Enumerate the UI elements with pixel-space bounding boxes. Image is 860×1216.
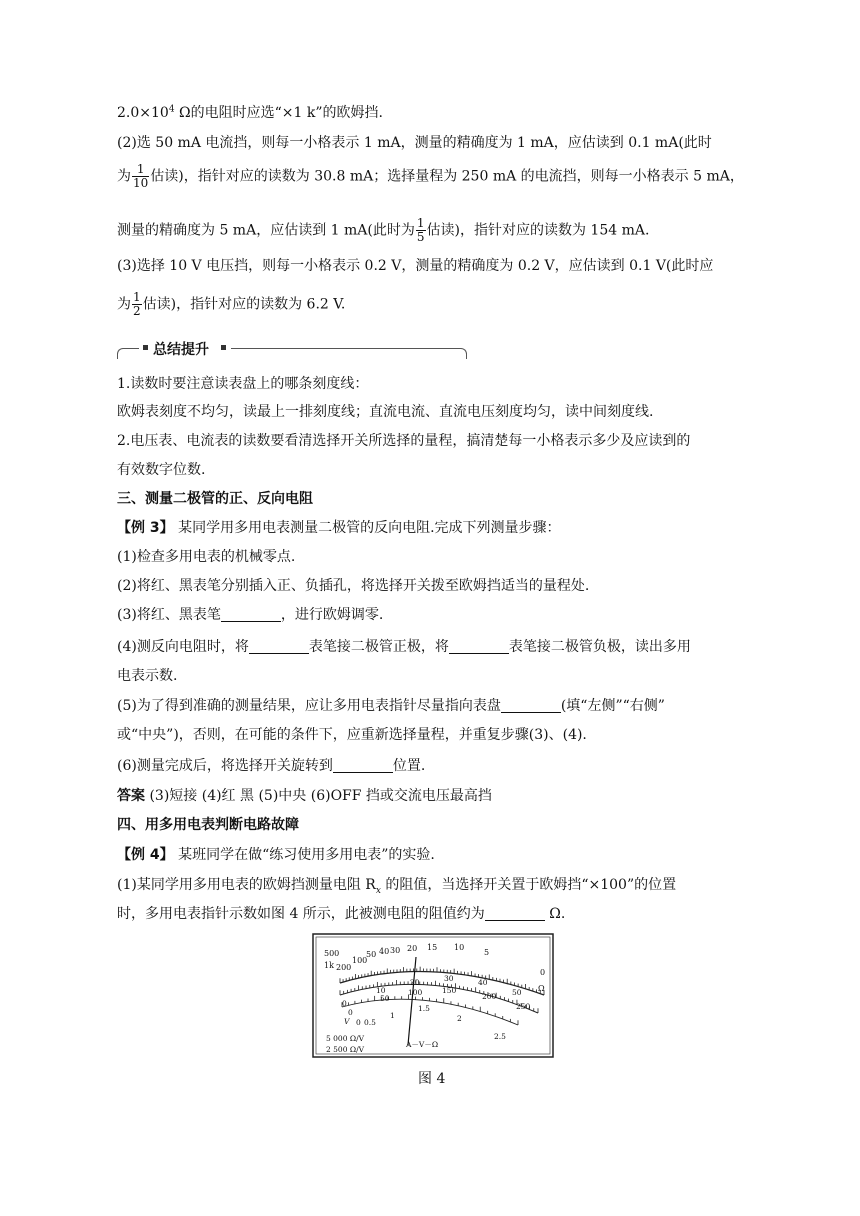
section-heading: 三、测量二极管的正、反向电阻: [117, 491, 313, 507]
text-line: 有效数字位数.: [117, 462, 206, 478]
spec-text: 5 000 Ω/V: [326, 1034, 365, 1043]
text-line: (2)选 50 mA 电流挡，则每一小格表示 1 mA，测量的精确度为 1 mA，应估读到 0.1 mA(此时: [117, 135, 712, 151]
ohm-label: 1k: [324, 961, 334, 970]
text-line: (1)某同学用多用电表的欧姆挡测量电阻 $R_x$ 的阻值，当选择开关置于欧姆挡“×100”的位置: [117, 877, 677, 896]
answer-blank[interactable]: [449, 639, 509, 654]
text-line: (2)将红、黑表笔分别插入正、负插孔，将选择开关拨至欧姆挡适当的量程处.: [117, 578, 590, 594]
ohm-label: 30: [390, 946, 401, 955]
text-line: 【例 3】 某同学用多用电表测量二极管的反向电阻.完成下列测量步骤：: [117, 520, 561, 536]
answer-label: 答案: [117, 788, 145, 804]
dc-label: 0: [348, 1008, 353, 1017]
ohm-label: 15: [427, 943, 438, 952]
answer-blank[interactable]: [221, 607, 281, 622]
ac-label: 2: [457, 1014, 462, 1023]
model-text: A－V－Ω: [406, 1040, 439, 1049]
text-line: 电表示数.: [117, 668, 178, 684]
text-line: (1)检查多用电表的机械零点.: [117, 549, 296, 565]
dc-label: 20: [410, 978, 420, 987]
ohm-label: 20: [407, 944, 418, 953]
text-line: (4)测反向电阻时，将 表笔接二极管正极，将 表笔接二极管负极，读出多用: [117, 639, 691, 655]
text-line: 1.读数时要注意读表盘上的哪条刻度线：: [117, 376, 369, 392]
spec-text: 2 500 Ω/V: [326, 1045, 365, 1054]
text-line: 为 $\frac{1}{2}$ 估读)，指针对应的读数为 6.2 V.: [117, 290, 346, 318]
text-line: 时，多用电表指针示数如图 4 所示，此被测电阻的阻值约为 Ω.: [117, 906, 566, 922]
ohm-label: 50: [366, 950, 377, 959]
ac-label: 0: [356, 1018, 361, 1027]
answer-line: 答案 (3)短接 (4)红 黑 (5)中央 (6)OFF 挡或交流电压最高挡: [117, 788, 492, 804]
ohm-label: 100: [352, 956, 368, 965]
dc-label: 40: [478, 978, 488, 987]
dc-label: 50: [380, 994, 390, 1003]
fraction: $\frac{1}{10}$: [133, 162, 149, 190]
answer-blank[interactable]: [249, 639, 309, 654]
ohm-label: 0: [540, 968, 546, 977]
ohm-unit: Ω: [538, 984, 545, 993]
text-line: 为 $\frac{1}{10}$ 估读)，指针对应的读数为 30.8 mA；选择量程为 250 mA 的电流挡，则每一小格表示 5 mA，: [117, 162, 744, 190]
text-line: (3)将红、黑表笔 ，进行欧姆调零.: [117, 607, 384, 623]
section-heading: 四、用多用电表判断电路故障: [117, 817, 299, 833]
text-line: 2.电压表、电流表的读数要看清选择开关所选择的量程，搞清楚每一小格表示多少及应读到的: [117, 433, 691, 449]
text-line: 欧姆表刻度不均匀，读最上一排刻度线；直流电流、直流电压刻度均匀，读中间刻度线.: [117, 404, 654, 420]
fraction: $\frac{1}{2}$: [133, 290, 141, 318]
summary-box-header: [117, 341, 467, 361]
dc-label: 10: [376, 986, 386, 995]
figure-caption: 图 4: [418, 1071, 446, 1087]
ac-label: 1: [390, 1011, 395, 1020]
dc-label: 150: [442, 986, 457, 995]
text-line: (3)选择 10 V 电压挡，则每一小格表示 0.2 V，测量的精确度为 0.2 V，应估读到 0.1 V(此时应: [117, 258, 714, 274]
dc-label: 200: [482, 992, 497, 1001]
text-line: 测量的精确度为 5 mA，应估读到 1 mA(此时为 $\frac{1}{5}$ 估读)，指针对应的读数为 154 mA.: [117, 216, 650, 244]
ac-label: 0.5: [364, 1018, 376, 1027]
text-line: $2.0\times 10^4$ Ω的电阻时应选“×1 k”的欧姆挡.: [117, 104, 383, 121]
example-tag: 【例 3】: [117, 520, 174, 536]
multimeter-dial-figure: [312, 933, 554, 1058]
summary-title: 总结提升: [153, 342, 209, 358]
answer-blank[interactable]: [485, 906, 545, 921]
ohm-label: 5: [484, 948, 490, 957]
dc-label: 100: [408, 988, 423, 997]
dc-label: 250: [516, 1002, 531, 1011]
dc-label: 0: [342, 999, 347, 1008]
dc-label: 30: [444, 974, 454, 983]
answer-blank[interactable]: [501, 698, 561, 713]
v-unit: V: [344, 1017, 350, 1026]
text-line: (6)测量完成后，将选择开关旋转到 位置.: [117, 758, 426, 774]
ac-label: 1.5: [418, 1004, 430, 1013]
example-tag: 【例 4】: [117, 847, 174, 863]
fraction: $\frac{1}{5}$: [416, 216, 425, 244]
ac-label: 2.5: [494, 1032, 506, 1041]
ohm-label: 40: [379, 947, 390, 956]
ohm-label: 10: [454, 943, 465, 952]
text-line: 【例 4】 某班同学在做“练习使用多用电表”的实验.: [117, 847, 435, 863]
ohm-label: 200: [336, 963, 352, 972]
answer-blank[interactable]: [333, 758, 393, 773]
dc-label: 50: [512, 988, 522, 997]
text-line: 或“中央”)，否则，在可能的条件下，应重新选择量程，并重复步骤(3)、(4).: [117, 727, 587, 743]
ohm-label: 500: [324, 949, 340, 958]
text-line: (5)为了得到准确的测量结果，应让多用电表指针尽量指向表盘 (填“左侧”“右侧”: [117, 698, 665, 714]
